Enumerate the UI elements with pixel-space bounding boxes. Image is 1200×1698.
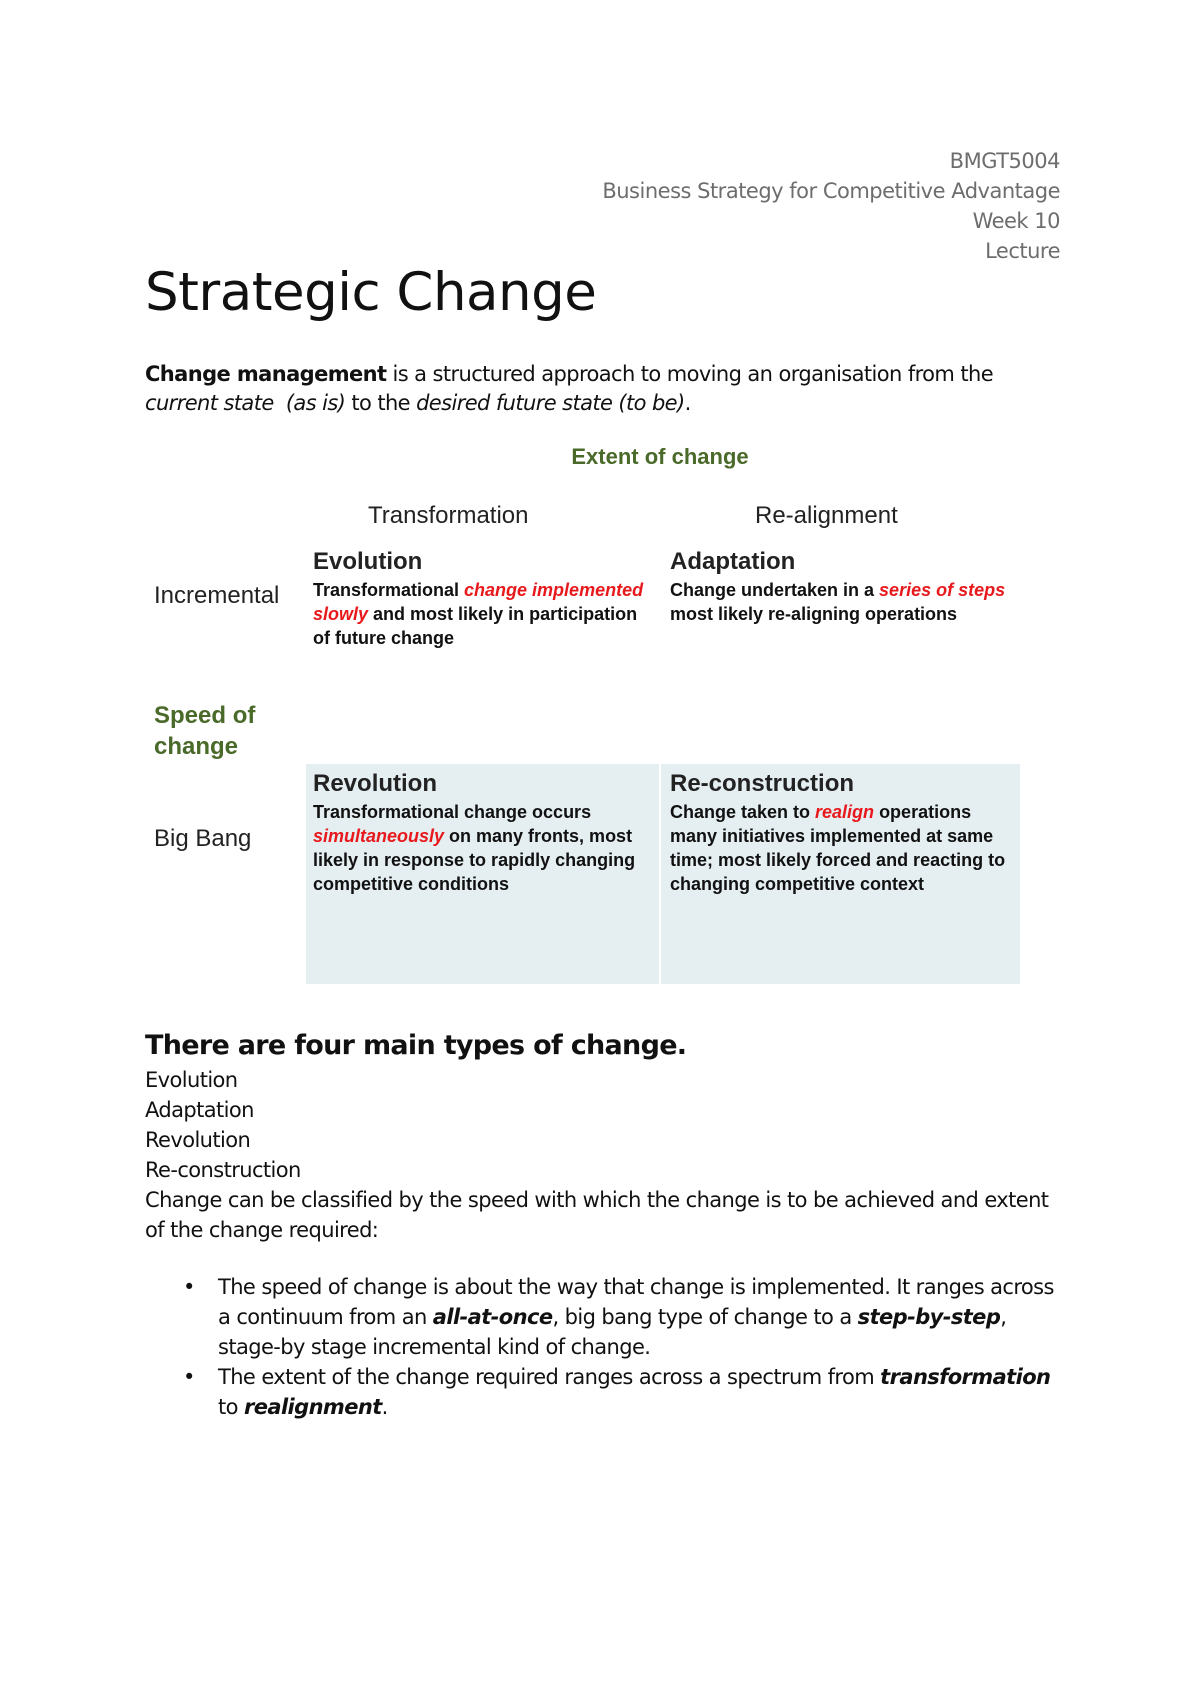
course-header	[540, 146, 1060, 266]
row-incremental: Incremental	[154, 582, 280, 609]
list-item: Revolution	[145, 1128, 251, 1152]
course-name: Business Strategy for Competitive Advantage	[602, 179, 1060, 203]
reconstruction-cell	[670, 770, 1010, 896]
bullet-extent: • The extent of the change required ranges across a spectrum from transformation to realignment.	[145, 1362, 1065, 1422]
adaptation-description: Change undertaken in a series of steps most likely re-aligning operations	[670, 580, 1006, 624]
column-transformation: Transformation	[368, 502, 529, 529]
reconstruction-description: Change taken to realign operations many initiatives implemented at same time; most likely forced and reacting to changing competitive context	[670, 802, 1006, 894]
intro-term: Change management	[145, 362, 387, 386]
reconstruction-title: Re-construction	[670, 770, 855, 797]
week-label: Week 10	[972, 209, 1060, 233]
evolution-title: Evolution	[313, 548, 423, 575]
list-item: Adaptation	[145, 1098, 254, 1122]
page-title: Strategic Change	[145, 262, 597, 323]
bullet-marker: •	[183, 1365, 195, 1389]
bullet-list	[145, 1272, 1065, 1422]
classification-paragraph: Change can be classified by the speed with which the change is to be achieved and extent of the change required:	[145, 1188, 1049, 1242]
bullet-speed: • The speed of change is about the way that change is implemented. It ranges across a continuum from an all-at-once, big bang type of change to a step-by-step, stage-by stage incremental kind of change.	[145, 1272, 1065, 1362]
evolution-description: Transformational change implemented slowly and most likely in participation of future change	[313, 580, 644, 648]
bullet-marker: •	[183, 1275, 195, 1299]
types-list	[145, 1065, 301, 1185]
list-item: Evolution	[145, 1068, 238, 1092]
list-item: Re-construction	[145, 1158, 301, 1182]
speed-axis-label: Speed of change	[154, 702, 256, 760]
column-realignment: Re-alignment	[755, 502, 898, 529]
types-heading: There are four main types of change.	[145, 1030, 687, 1061]
revolution-title: Revolution	[313, 770, 437, 797]
lecture-label: Lecture	[985, 239, 1060, 263]
intro-paragraph: Change management is a structured approach to moving an organisation from the current state (as is) to the desired future state (to be).	[145, 362, 994, 415]
adaptation-title: Adaptation	[670, 548, 796, 575]
adaptation-cell	[670, 548, 1010, 626]
evolution-cell	[313, 548, 653, 650]
revolution-cell	[313, 770, 653, 896]
extent-axis-label: Extent of change	[571, 444, 749, 469]
revolution-description: Transformational change occurs simultaneously on many fronts, most likely in response to rapidly changing competitive conditions	[313, 802, 636, 894]
row-big-bang: Big Bang	[154, 825, 252, 852]
course-code: BMGT5004	[949, 149, 1060, 173]
